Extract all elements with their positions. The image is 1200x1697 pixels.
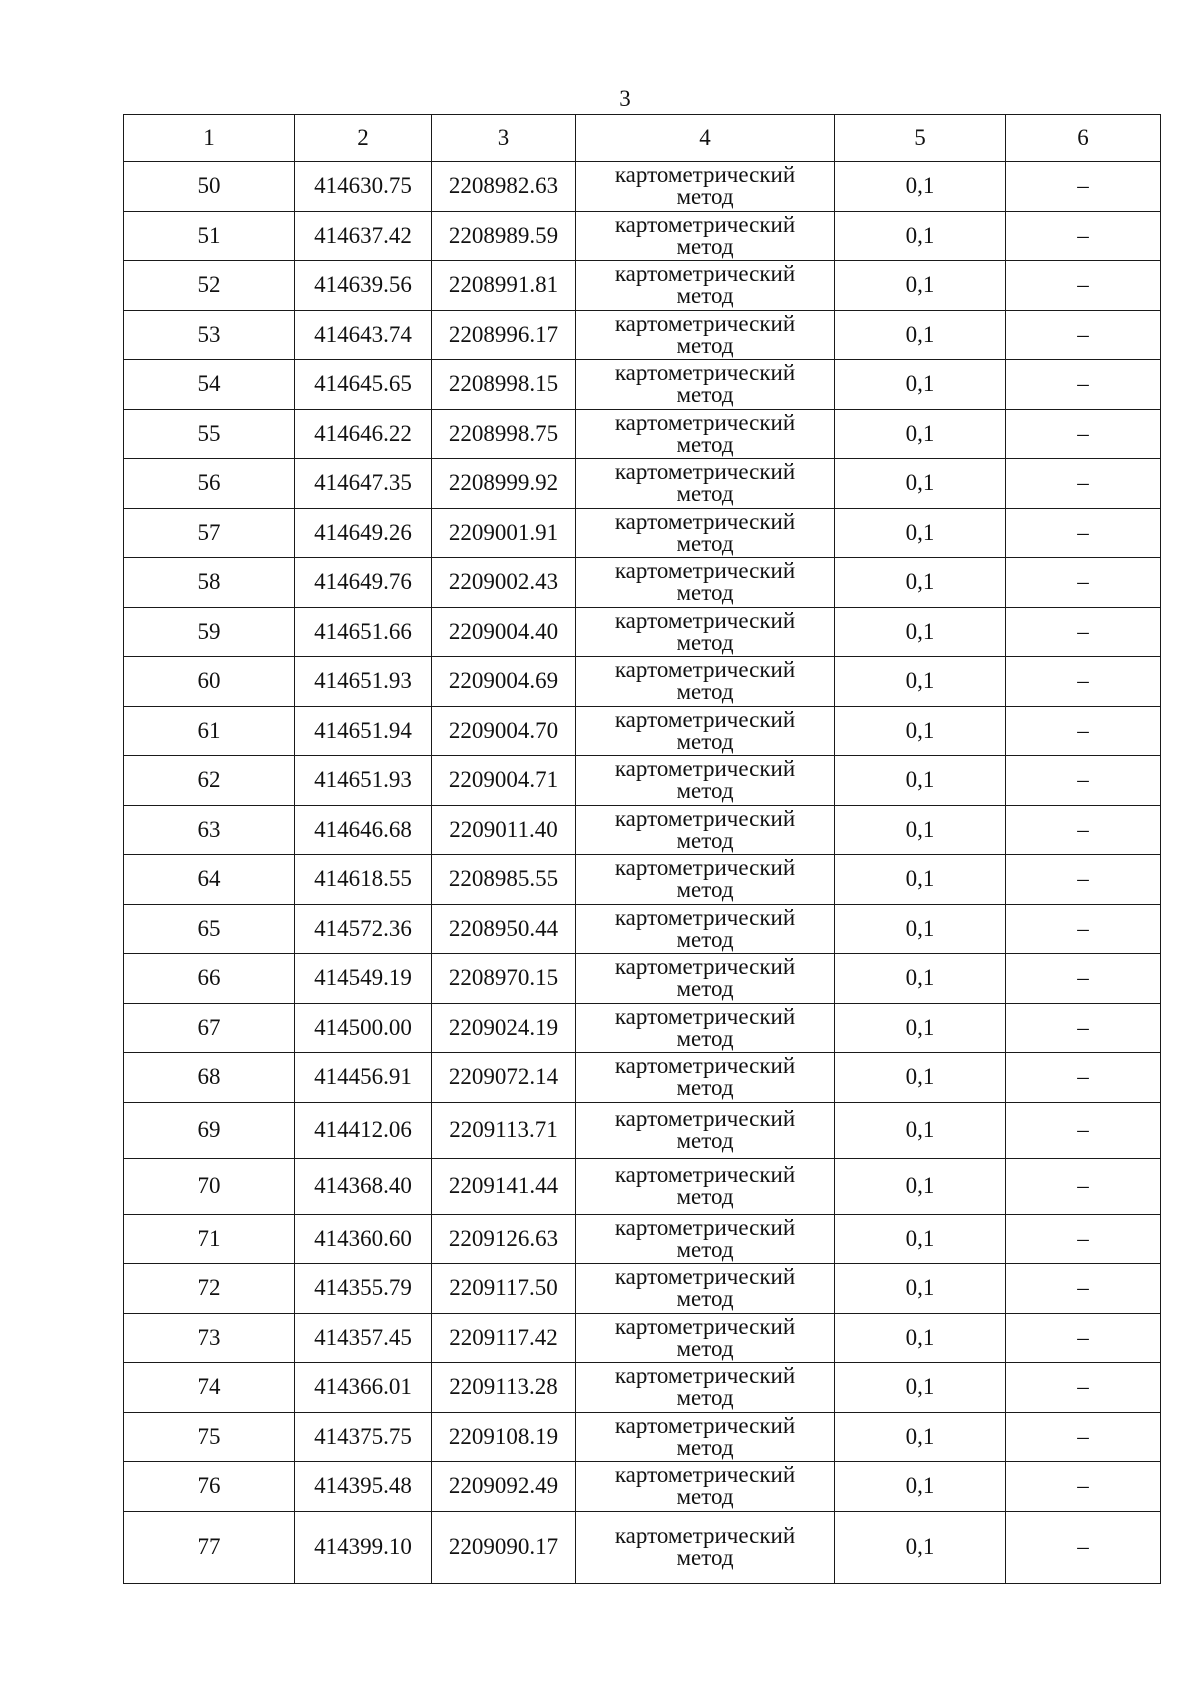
method-cell bbox=[576, 1412, 835, 1462]
y-coordinate-cell: 2208999.92 bbox=[432, 459, 576, 509]
note-cell: – bbox=[1006, 261, 1161, 311]
table-row bbox=[124, 1158, 1161, 1214]
y-coordinate-cell: 2208970.15 bbox=[432, 954, 576, 1004]
table-row bbox=[124, 1264, 1161, 1314]
method-cell bbox=[576, 508, 835, 558]
note-cell: – bbox=[1006, 459, 1161, 509]
x-coordinate-cell: 414649.26 bbox=[295, 508, 432, 558]
table-row bbox=[124, 1003, 1161, 1053]
x-coordinate-cell: 414645.65 bbox=[295, 360, 432, 410]
table-row bbox=[124, 261, 1161, 311]
table-row bbox=[124, 607, 1161, 657]
method-line-2: метод bbox=[676, 1385, 734, 1411]
accuracy-cell: 0,1 bbox=[835, 1214, 1006, 1264]
table-row bbox=[124, 162, 1161, 212]
x-coordinate-cell: 414355.79 bbox=[295, 1264, 432, 1314]
method-line-1: картометрический bbox=[614, 657, 796, 683]
table-row bbox=[124, 1412, 1161, 1462]
y-coordinate-cell: 2208989.59 bbox=[432, 211, 576, 261]
table-row bbox=[124, 706, 1161, 756]
method-line-2: метод bbox=[676, 1434, 734, 1460]
method-cell bbox=[576, 1102, 835, 1158]
method-line-1: картометрический bbox=[614, 855, 796, 881]
point-number-cell: 62 bbox=[124, 756, 295, 806]
accuracy-cell: 0,1 bbox=[835, 459, 1006, 509]
note-cell: – bbox=[1006, 1511, 1161, 1583]
page-number: 3 bbox=[619, 86, 631, 111]
method-line-1: картометрический bbox=[614, 1264, 796, 1290]
method-line-1: картометрический bbox=[614, 1313, 796, 1339]
y-coordinate-cell: 2209113.71 bbox=[432, 1102, 576, 1158]
method-cell bbox=[576, 904, 835, 954]
table-row bbox=[124, 805, 1161, 855]
accuracy-cell: 0,1 bbox=[835, 1363, 1006, 1413]
method-cell bbox=[576, 1214, 835, 1264]
y-coordinate-cell: 2209004.70 bbox=[432, 706, 576, 756]
point-number-cell: 53 bbox=[124, 310, 295, 360]
method-cell bbox=[576, 1003, 835, 1053]
table-row bbox=[124, 1363, 1161, 1413]
x-coordinate-cell: 414366.01 bbox=[295, 1363, 432, 1413]
note-cell: – bbox=[1006, 1462, 1161, 1512]
note-cell: – bbox=[1006, 706, 1161, 756]
y-coordinate-cell: 2209004.71 bbox=[432, 756, 576, 806]
accuracy-cell: 0,1 bbox=[835, 1511, 1006, 1583]
accuracy-cell: 0,1 bbox=[835, 261, 1006, 311]
y-coordinate-cell: 2209092.49 bbox=[432, 1462, 576, 1512]
method-line-2: метод bbox=[676, 283, 734, 309]
point-number-cell: 71 bbox=[124, 1214, 295, 1264]
method-line-2: метод bbox=[676, 233, 734, 259]
accuracy-cell: 0,1 bbox=[835, 1264, 1006, 1314]
table-row bbox=[124, 756, 1161, 806]
column-header: 3 bbox=[432, 115, 576, 162]
method-line-1: картометрический bbox=[614, 508, 796, 534]
accuracy-cell: 0,1 bbox=[835, 805, 1006, 855]
y-coordinate-cell: 2209002.43 bbox=[432, 558, 576, 608]
note-cell: – bbox=[1006, 558, 1161, 608]
point-number-cell: 73 bbox=[124, 1313, 295, 1363]
y-coordinate-cell: 2209024.19 bbox=[432, 1003, 576, 1053]
note-cell: – bbox=[1006, 657, 1161, 707]
method-line-2: метод bbox=[676, 728, 734, 754]
x-coordinate-cell: 414395.48 bbox=[295, 1462, 432, 1512]
method-line-1: картометрический bbox=[614, 459, 796, 485]
x-coordinate-cell: 414572.36 bbox=[295, 904, 432, 954]
method-line-2: метод bbox=[676, 1335, 734, 1361]
note-cell: – bbox=[1006, 805, 1161, 855]
note-cell: – bbox=[1006, 1214, 1161, 1264]
method-line-2: метод bbox=[676, 481, 734, 507]
method-line-2: метод bbox=[676, 1286, 734, 1312]
method-line-2: метод bbox=[676, 1128, 734, 1153]
coordinates-table bbox=[123, 114, 1161, 1584]
method-cell bbox=[576, 1363, 835, 1413]
method-line-1: картометрический bbox=[614, 1363, 796, 1389]
method-cell bbox=[576, 459, 835, 509]
method-line-2: метод bbox=[676, 1184, 734, 1209]
x-coordinate-cell: 414651.94 bbox=[295, 706, 432, 756]
x-coordinate-cell: 414500.00 bbox=[295, 1003, 432, 1053]
method-line-2: метод bbox=[676, 1075, 734, 1101]
method-line-2: метод bbox=[676, 877, 734, 903]
table-body bbox=[124, 115, 1161, 1584]
accuracy-cell: 0,1 bbox=[835, 607, 1006, 657]
x-coordinate-cell: 414647.35 bbox=[295, 459, 432, 509]
note-cell: – bbox=[1006, 1264, 1161, 1314]
table-header-row bbox=[124, 115, 1161, 162]
method-line-2: метод bbox=[676, 926, 734, 952]
table-row bbox=[124, 1313, 1161, 1363]
method-line-1: картометрический bbox=[614, 1003, 796, 1029]
point-number-cell: 54 bbox=[124, 360, 295, 410]
x-coordinate-cell: 414630.75 bbox=[295, 162, 432, 212]
accuracy-cell: 0,1 bbox=[835, 409, 1006, 459]
note-cell: – bbox=[1006, 310, 1161, 360]
note-cell: – bbox=[1006, 360, 1161, 410]
point-number-cell: 52 bbox=[124, 261, 295, 311]
accuracy-cell: 0,1 bbox=[835, 1053, 1006, 1103]
x-coordinate-cell: 414549.19 bbox=[295, 954, 432, 1004]
method-cell bbox=[576, 1313, 835, 1363]
note-cell: – bbox=[1006, 1102, 1161, 1158]
method-cell bbox=[576, 855, 835, 905]
x-coordinate-cell: 414360.60 bbox=[295, 1214, 432, 1264]
y-coordinate-cell: 2209011.40 bbox=[432, 805, 576, 855]
method-cell bbox=[576, 756, 835, 806]
y-coordinate-cell: 2209090.17 bbox=[432, 1511, 576, 1583]
method-line-1: картометрический bbox=[614, 211, 796, 237]
y-coordinate-cell: 2208950.44 bbox=[432, 904, 576, 954]
note-cell: – bbox=[1006, 1363, 1161, 1413]
point-number-cell: 70 bbox=[124, 1158, 295, 1214]
method-line-1: картометрический bbox=[614, 954, 796, 980]
method-cell bbox=[576, 1511, 835, 1583]
table-row bbox=[124, 1214, 1161, 1264]
y-coordinate-cell: 2209004.40 bbox=[432, 607, 576, 657]
note-cell: – bbox=[1006, 508, 1161, 558]
y-coordinate-cell: 2209117.50 bbox=[432, 1264, 576, 1314]
column-header: 5 bbox=[835, 115, 1006, 162]
column-header: 2 bbox=[295, 115, 432, 162]
method-cell bbox=[576, 162, 835, 212]
y-coordinate-cell: 2209004.69 bbox=[432, 657, 576, 707]
table-row bbox=[124, 904, 1161, 954]
x-coordinate-cell: 414649.76 bbox=[295, 558, 432, 608]
method-line-2: метод bbox=[676, 1545, 734, 1570]
accuracy-cell: 0,1 bbox=[835, 954, 1006, 1004]
accuracy-cell: 0,1 bbox=[835, 1412, 1006, 1462]
method-line-2: метод bbox=[676, 629, 734, 655]
x-coordinate-cell: 414646.22 bbox=[295, 409, 432, 459]
method-line-2: метод bbox=[676, 1025, 734, 1051]
method-line-1: картометрический bbox=[614, 261, 796, 287]
point-number-cell: 77 bbox=[124, 1511, 295, 1583]
x-coordinate-cell: 414646.68 bbox=[295, 805, 432, 855]
y-coordinate-cell: 2208985.55 bbox=[432, 855, 576, 905]
point-number-cell: 57 bbox=[124, 508, 295, 558]
table-row bbox=[124, 360, 1161, 410]
point-number-cell: 75 bbox=[124, 1412, 295, 1462]
method-cell bbox=[576, 310, 835, 360]
point-number-cell: 67 bbox=[124, 1003, 295, 1053]
point-number-cell: 58 bbox=[124, 558, 295, 608]
method-line-1: картометрический bbox=[614, 558, 796, 584]
method-line-2: метод bbox=[676, 976, 734, 1002]
method-line-1: картометрический bbox=[614, 607, 796, 633]
note-cell: – bbox=[1006, 1313, 1161, 1363]
accuracy-cell: 0,1 bbox=[835, 558, 1006, 608]
point-number-cell: 66 bbox=[124, 954, 295, 1004]
x-coordinate-cell: 414357.45 bbox=[295, 1313, 432, 1363]
table-row bbox=[124, 310, 1161, 360]
note-cell: – bbox=[1006, 607, 1161, 657]
note-cell: – bbox=[1006, 855, 1161, 905]
table-row bbox=[124, 459, 1161, 509]
method-line-2: метод bbox=[676, 778, 734, 804]
method-line-2: метод bbox=[676, 1484, 734, 1510]
accuracy-cell: 0,1 bbox=[835, 1158, 1006, 1214]
method-line-1: картометрический bbox=[614, 162, 796, 188]
table-row bbox=[124, 558, 1161, 608]
method-line-2: метод bbox=[676, 580, 734, 606]
x-coordinate-cell: 414651.93 bbox=[295, 657, 432, 707]
x-coordinate-cell: 414651.66 bbox=[295, 607, 432, 657]
method-line-1: картометрический bbox=[614, 360, 796, 386]
method-cell bbox=[576, 607, 835, 657]
point-number-cell: 64 bbox=[124, 855, 295, 905]
point-number-cell: 51 bbox=[124, 211, 295, 261]
x-coordinate-cell: 414368.40 bbox=[295, 1158, 432, 1214]
accuracy-cell: 0,1 bbox=[835, 1102, 1006, 1158]
note-cell: – bbox=[1006, 211, 1161, 261]
table-row bbox=[124, 1511, 1161, 1583]
y-coordinate-cell: 2208982.63 bbox=[432, 162, 576, 212]
accuracy-cell: 0,1 bbox=[835, 1313, 1006, 1363]
note-cell: – bbox=[1006, 1003, 1161, 1053]
method-cell bbox=[576, 1158, 835, 1214]
method-cell bbox=[576, 657, 835, 707]
method-cell bbox=[576, 360, 835, 410]
method-line-2: метод bbox=[676, 679, 734, 705]
point-number-cell: 69 bbox=[124, 1102, 295, 1158]
accuracy-cell: 0,1 bbox=[835, 904, 1006, 954]
method-cell bbox=[576, 706, 835, 756]
x-coordinate-cell: 414399.10 bbox=[295, 1511, 432, 1583]
method-line-1: картометрический bbox=[614, 756, 796, 782]
method-cell bbox=[576, 954, 835, 1004]
y-coordinate-cell: 2209117.42 bbox=[432, 1313, 576, 1363]
y-coordinate-cell: 2208996.17 bbox=[432, 310, 576, 360]
table-row bbox=[124, 954, 1161, 1004]
accuracy-cell: 0,1 bbox=[835, 706, 1006, 756]
point-number-cell: 76 bbox=[124, 1462, 295, 1512]
y-coordinate-cell: 2209001.91 bbox=[432, 508, 576, 558]
accuracy-cell: 0,1 bbox=[835, 1003, 1006, 1053]
note-cell: – bbox=[1006, 409, 1161, 459]
point-number-cell: 56 bbox=[124, 459, 295, 509]
method-line-1: картометрический bbox=[614, 1523, 796, 1548]
point-number-cell: 72 bbox=[124, 1264, 295, 1314]
table-row bbox=[124, 508, 1161, 558]
point-number-cell: 63 bbox=[124, 805, 295, 855]
method-cell bbox=[576, 261, 835, 311]
accuracy-cell: 0,1 bbox=[835, 756, 1006, 806]
method-line-2: метод bbox=[676, 827, 734, 853]
point-number-cell: 55 bbox=[124, 409, 295, 459]
x-coordinate-cell: 414375.75 bbox=[295, 1412, 432, 1462]
method-line-1: картометрический bbox=[614, 805, 796, 831]
y-coordinate-cell: 2209113.28 bbox=[432, 1363, 576, 1413]
accuracy-cell: 0,1 bbox=[835, 855, 1006, 905]
y-coordinate-cell: 2209072.14 bbox=[432, 1053, 576, 1103]
method-cell bbox=[576, 1053, 835, 1103]
note-cell: – bbox=[1006, 1412, 1161, 1462]
point-number-cell: 59 bbox=[124, 607, 295, 657]
column-header: 4 bbox=[576, 115, 835, 162]
method-line-2: метод bbox=[676, 332, 734, 358]
y-coordinate-cell: 2208998.75 bbox=[432, 409, 576, 459]
method-line-1: картометрический bbox=[614, 310, 796, 336]
column-header: 6 bbox=[1006, 115, 1161, 162]
accuracy-cell: 0,1 bbox=[835, 211, 1006, 261]
y-coordinate-cell: 2209126.63 bbox=[432, 1214, 576, 1264]
table-row bbox=[124, 1102, 1161, 1158]
x-coordinate-cell: 414412.06 bbox=[295, 1102, 432, 1158]
table-row bbox=[124, 1053, 1161, 1103]
method-line-1: картометрический bbox=[614, 904, 796, 930]
method-cell bbox=[576, 805, 835, 855]
method-line-2: метод bbox=[676, 530, 734, 556]
table-row bbox=[124, 657, 1161, 707]
x-coordinate-cell: 414456.91 bbox=[295, 1053, 432, 1103]
point-number-cell: 61 bbox=[124, 706, 295, 756]
accuracy-cell: 0,1 bbox=[835, 162, 1006, 212]
method-line-1: картометрический bbox=[614, 1462, 796, 1488]
note-cell: – bbox=[1006, 756, 1161, 806]
x-coordinate-cell: 414618.55 bbox=[295, 855, 432, 905]
method-line-1: картометрический bbox=[614, 1214, 796, 1240]
point-number-cell: 50 bbox=[124, 162, 295, 212]
method-line-1: картометрический bbox=[614, 1106, 796, 1131]
y-coordinate-cell: 2209108.19 bbox=[432, 1412, 576, 1462]
accuracy-cell: 0,1 bbox=[835, 360, 1006, 410]
point-number-cell: 60 bbox=[124, 657, 295, 707]
y-coordinate-cell: 2208998.15 bbox=[432, 360, 576, 410]
method-cell bbox=[576, 1462, 835, 1512]
note-cell: – bbox=[1006, 1053, 1161, 1103]
method-cell bbox=[576, 558, 835, 608]
method-line-2: метод bbox=[676, 382, 734, 408]
x-coordinate-cell: 414643.74 bbox=[295, 310, 432, 360]
y-coordinate-cell: 2208991.81 bbox=[432, 261, 576, 311]
method-line-2: метод bbox=[676, 1236, 734, 1262]
accuracy-cell: 0,1 bbox=[835, 1462, 1006, 1512]
method-cell bbox=[576, 409, 835, 459]
note-cell: – bbox=[1006, 1158, 1161, 1214]
x-coordinate-cell: 414637.42 bbox=[295, 211, 432, 261]
method-line-2: метод bbox=[676, 431, 734, 457]
method-line-1: картометрический bbox=[614, 1162, 796, 1187]
point-number-cell: 65 bbox=[124, 904, 295, 954]
method-cell bbox=[576, 1264, 835, 1314]
note-cell: – bbox=[1006, 162, 1161, 212]
accuracy-cell: 0,1 bbox=[835, 508, 1006, 558]
note-cell: – bbox=[1006, 904, 1161, 954]
method-cell bbox=[576, 211, 835, 261]
method-line-1: картометрический bbox=[614, 706, 796, 732]
table-row bbox=[124, 409, 1161, 459]
point-number-cell: 68 bbox=[124, 1053, 295, 1103]
table-row bbox=[124, 211, 1161, 261]
point-number-cell: 74 bbox=[124, 1363, 295, 1413]
method-line-1: картометрический bbox=[614, 1053, 796, 1079]
note-cell: – bbox=[1006, 954, 1161, 1004]
y-coordinate-cell: 2209141.44 bbox=[432, 1158, 576, 1214]
table-row bbox=[124, 1462, 1161, 1512]
accuracy-cell: 0,1 bbox=[835, 657, 1006, 707]
method-line-2: метод bbox=[676, 184, 734, 210]
method-line-1: картометрический bbox=[614, 1412, 796, 1438]
x-coordinate-cell: 414651.93 bbox=[295, 756, 432, 806]
method-line-1: картометрический bbox=[614, 409, 796, 435]
x-coordinate-cell: 414639.56 bbox=[295, 261, 432, 311]
column-header: 1 bbox=[124, 115, 295, 162]
table-row bbox=[124, 855, 1161, 905]
accuracy-cell: 0,1 bbox=[835, 310, 1006, 360]
